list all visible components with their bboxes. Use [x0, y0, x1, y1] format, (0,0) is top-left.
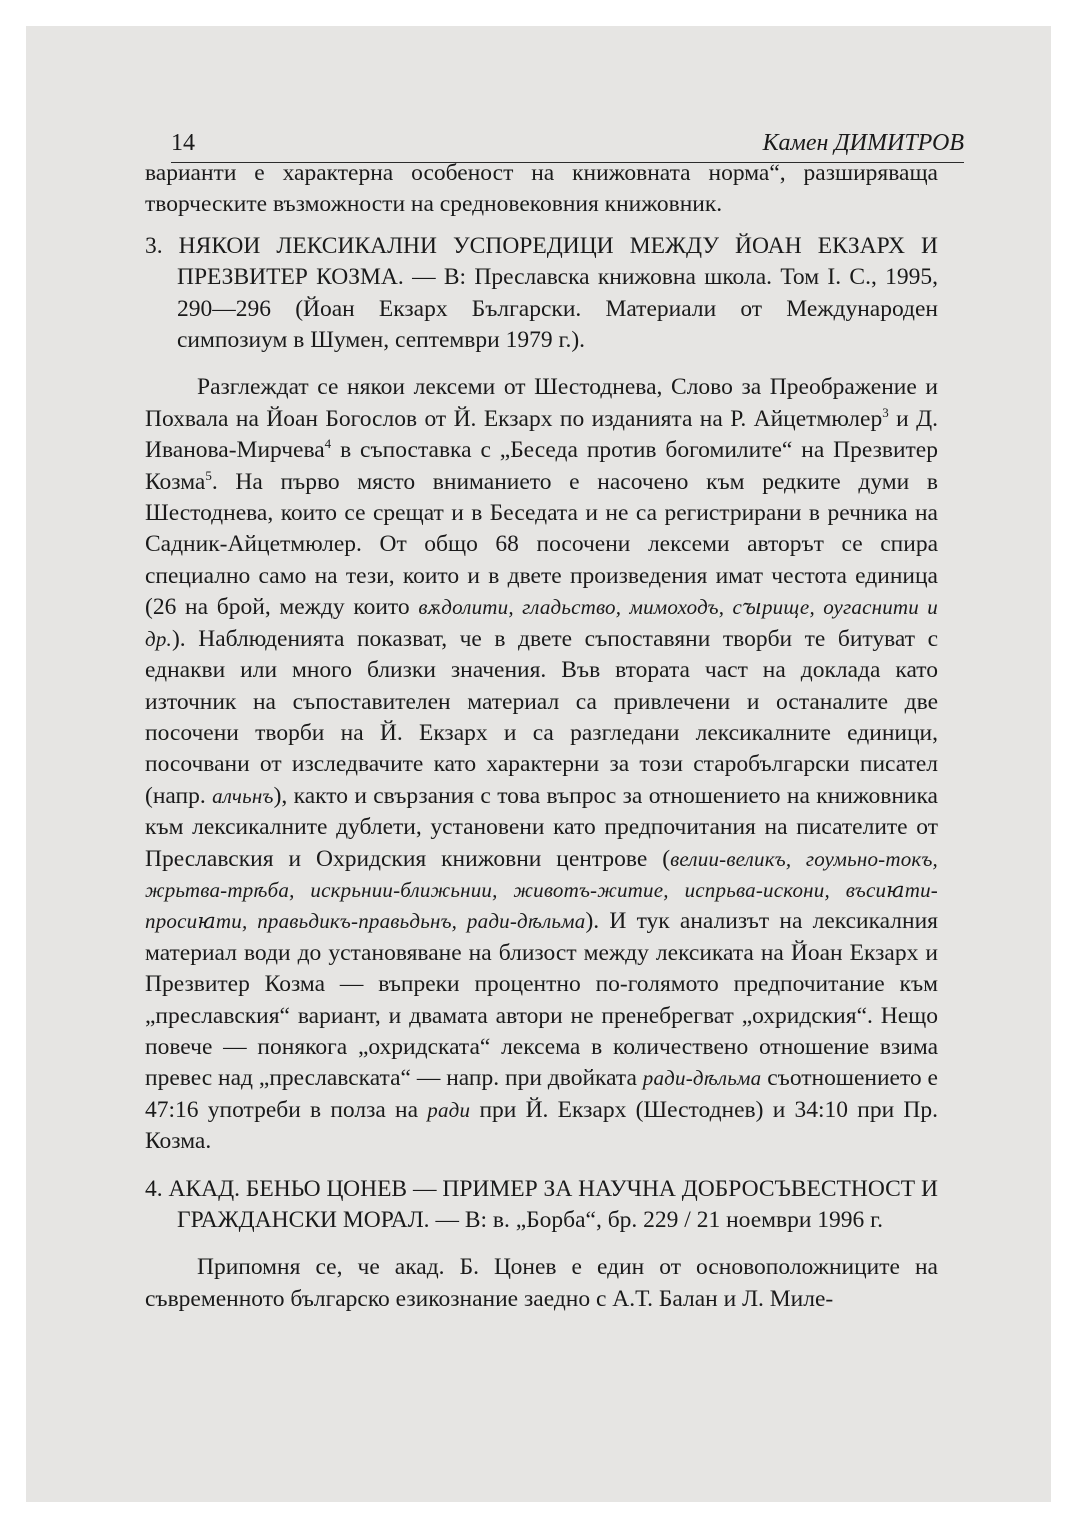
entry-3-abstract — [145, 372, 938, 1157]
footnote-ref-4: 4 — [324, 436, 332, 452]
footnote-ref-5: 5 — [205, 467, 212, 483]
old-church-slavonic-word: ради — [427, 1097, 471, 1122]
bibliography-entry-4 — [145, 1174, 938, 1237]
author-first-name: Камен — [762, 130, 829, 156]
old-church-slavonic-word: ради-дѣльма — [642, 1066, 762, 1091]
abstract-text: съотношението е 47:16 употреби в полза на — [145, 1065, 938, 1123]
entry-3-title: 3. НЯКОИ ЛЕКСИКАЛНИ УСПОРЕДИЦИ МЕЖДУ ЙОАН ЕКЗАРХ И ПРЕЗВИТЕР КОЗМА. — [145, 232, 938, 291]
paragraph-continuation: варианти е характерна особеност на книжовната норма“, разширяваща творческите възможности на средновековния книжовник. — [145, 160, 938, 218]
old-church-slavonic-doublets: велии-великъ, гоумьно-токъ, жрьтва-трѣба, искрьнии-ближьнии, животъ-житие, испрьва-искони, въсиꙗти-просиꙗти, правьдикъ-правьдьнъ, ради-дѣльма — [145, 846, 938, 934]
abstract-text: . На първо място вниманието е насочено към редките думи в Шестоднева, които се срещат и в Беседата и не са регистрирани в речника на Садник-Айцетмюлер. От общо 68 посочени лексеми авторът се спира специално само на тези, които и в двете произведения имат честота единица (26 на брой, между които — [145, 468, 938, 621]
entry-4-abstract: Припомня се, че акад. Б. Цонев е един от основоположниците на съвременното българско езикознание заедно с А.Т. Балан и Л. Миле- — [145, 1254, 938, 1312]
old-church-slavonic-words: вѫдолити, гладьство, мимоходъ, сꙑрище, оугаснити и др. — [145, 595, 938, 651]
page-body — [145, 158, 938, 1315]
abstract-text: ). И тук анализът на лексикалния материал води до установяване на близост между лексиката на Йоан Екзарх и Презвитер Козма — въпреки процентно по-голямото предпочитание към „преславския“ вариант, и двамата автори не пренебрегват „охридския“. Нещо повече — понякога „охридската“ лексема в количествено отношение взима превес над „преславската“ — напр. при двойката — [145, 908, 938, 1092]
entry-3-source: — В: Преславска книжовна школа. Том I. С., 1995, 290—296 (Йоан Екзарх Български. Материали от Международен симпозиум в Шумен, септември 1979 г.). — [177, 264, 938, 354]
abstract-text: ), както и свързания с това въпрос за отношението на книжовника към лексикалните дублети, установени като предпочитания на писателите от Преславския и Охридския книжовни центрове ( — [145, 782, 938, 872]
author-surname: ДИМИТРОВ — [834, 130, 964, 156]
footnote-ref-3: 3 — [882, 405, 889, 421]
abstract-text: ). Наблюденията показват, че в двете съпоставяни творби те битуват с еднакви или много близки значения. Във втората част на доклада като източник на съпоставителен материал са привлечени и останалите две посочени творби на Й. Екзарх и са разгледани лексикалните единици, посочвани от изследвачите като характерни за този старобългарски писател (напр. — [145, 625, 938, 809]
abstract-text: и Д. Иванова-Мирчева — [145, 405, 938, 464]
old-church-slavonic-word: алчьнъ — [212, 783, 274, 808]
page-number: 14 — [171, 130, 195, 156]
running-head-author — [763, 130, 964, 157]
abstract-text: при Й. Екзарх (Шестоднев) и 34:10 при Пр. Козма. — [145, 1096, 938, 1155]
bibliography-entry-3 — [145, 231, 938, 357]
abstract-text: Разглеждат се някои лексеми от Шестоднева, Слово за Преображение и Похвала на Йоан Богослов от Й. Екзарх по изданията на Р. Айцетмюлер — [145, 374, 938, 432]
entry-4-title: 4. АКАД. БЕНЬО ЦОНЕВ — ПРИМЕР ЗА НАУЧНА ДОБРОСЪВЕСТНОСТ И ГРАЖДАНСКИ МОРАЛ. — [145, 1175, 939, 1233]
abstract-text: в съпоставка с „Беседа против богомилите“ на Презвитер Козма — [145, 437, 938, 495]
entry-4-source: — В: в. „Борба“, бр. 229 / 21 ноември 1996 г. — [429, 1207, 884, 1233]
